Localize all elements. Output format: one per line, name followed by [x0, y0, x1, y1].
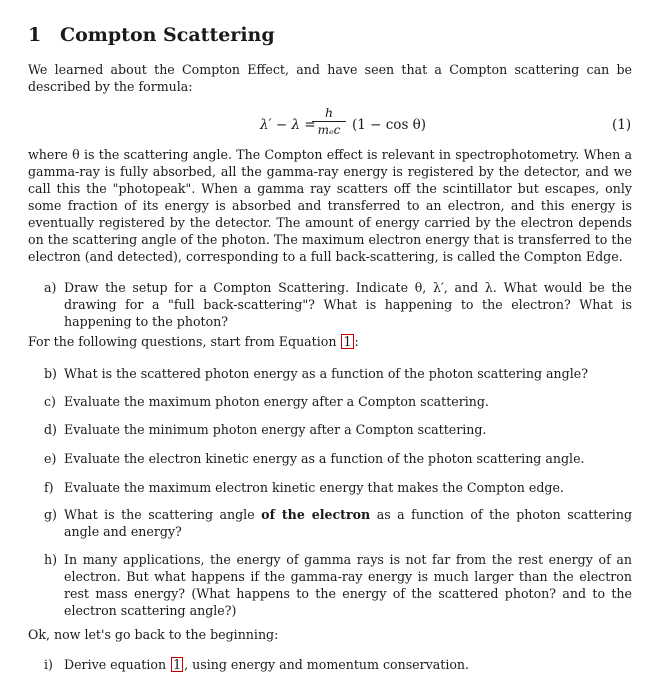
- question-text: Draw the setup for a Compton Scattering. Indicate θ, λ′, and λ. What would be the drawing for a "full back-scattering"? What is happening to the electron? What is happening to the photon?: [64, 280, 632, 329]
- fraction-bar: [312, 121, 346, 122]
- following-line: For the following questions, start from Equation 1 :: [28, 334, 359, 349]
- body-paragraph: where θ is the scattering angle. The Compton effect is relevant in spectrophotometry. When a gamma-ray is fully absorbed, all the gamma-ray energy is registered by the detector, and we call this the "photopeak". When a gamma ray scatters off the scintillator but escapes, only some fraction of its energy is absorbed and transferred to an electron, and this energy is eventually registered by the detector. The amount of energy carried by the electron depends on the scattering angle of the photon. The maximum electron energy that is transferred to the electron (and detected), corresponding to a full back-scattering, is called the Compton Edge.: [28, 147, 632, 264]
- section-title: Compton Scattering: [60, 24, 275, 46]
- emphasis-text: of the electron: [261, 507, 371, 522]
- equation-fraction: [312, 105, 346, 137]
- equation-numerator: h: [324, 105, 334, 120]
- intro-paragraph: We learned about the Compton Effect, and have seen that a Compton scattering can be described by the formula:: [28, 62, 632, 94]
- equation-ref-link[interactable]: 1: [343, 334, 352, 349]
- section-number: 1: [28, 24, 42, 46]
- document-page: 1 Compton Scattering We learned about the Compton Effect, and have seen that a Compton scattering can be described by the formula: λ′ − λ = h mₑc (1 − cos θ) (1) where θ is the scattering angle. The Compton effect is relevant in spectrophotometry. When a gamma-ray is fully absorbed, all the gamma-ray energy is registered by the detector, and we call this the "photopeak". When a gamma ray scatters off the scintillator but escapes, only some fraction of its energy is absorbed and transferred to an electron, and this energy is eventually registered by the detector. The amount of energy carried by the electron depends on the scattering angle of the photon. The maximum electron energy that is transferred to the electron (and detected), corresponding to a full back-scattering, is called the Compton Edge. a) Draw the setup for a Compton Scattering. Indicate θ, λ′, and λ. What would be the drawing for a "full back-scattering"? What is happening to the electron? What is happening to the photon? For the following questions, start from Equation 1 : b) What is the scattered photon energy as a function of the photon scattering angle? c) Evaluate the maximum photon energy after a Compton scattering. d) Evaluate the minimum photon energy after a Compton scattering. e) Evaluate the electron kinetic energy as a function of the photon scattering angle. f) Evaluate the maximum electron kinetic energy that makes the Compton edge. g) What is the scattering angle of the electron as a function of the photon scattering angle and energy? h) In many applications, the energy of gamma rays is not far from the rest energy of an electron. But what happens if the gamma-ray energy is much larger than the electron rest mass energy? (What happens to the energy of the scattered photon? and to the electron scattering angle?) Ok, now let's go back to the beginning: i) Derive equation 1 , using energy and momentum conservation.: [0, 0, 669, 700]
- equation-denominator: mₑc: [317, 123, 341, 137]
- equation-lhs: λ′ − λ =: [260, 117, 316, 133]
- question-label: a): [44, 280, 57, 295]
- compton-equation: [0, 105, 669, 141]
- equation-rhs: (1 − cos θ): [352, 117, 427, 133]
- back-line: Ok, now let's go back to the beginning:: [28, 627, 279, 642]
- section-heading: [28, 24, 275, 46]
- equation-ref-link[interactable]: 1: [173, 657, 182, 672]
- equation-number: (1): [612, 117, 632, 133]
